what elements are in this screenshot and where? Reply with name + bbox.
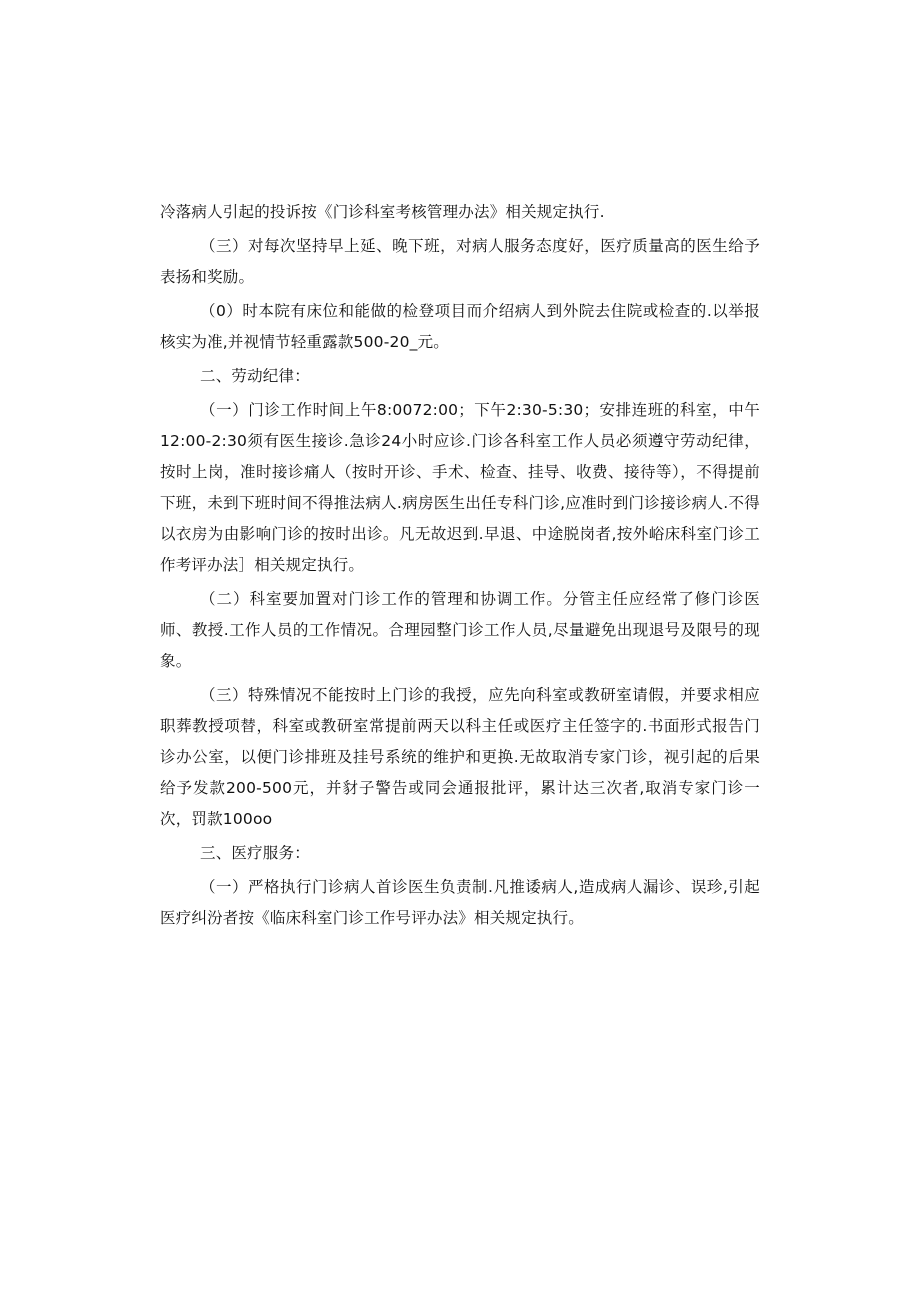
paragraph-first-visit-responsibility: （一）严格执行门诊病人首诊医生负责制.凡推诿病人,造成病人漏诊、误珍,引起医疗纠汾者按《临床科室门诊工作号评办法》相关规定执行。 xyxy=(160,878,760,927)
paragraph-clinic-hours: （一）门诊工作时间上午8:0072:00；下午2:30-5:30；安排连班的科室，中午12:00-2:30须有医生接诊.急诊24小时应诊.门诊各科室工作人员必须遵守劳动纪律，按时上岗，准时接诊痛人（按时开诊、手术、检查、挂导、收费、接待等），不得提前下班，未到下班时间不得推法病人.病房医生出任专科门诊,应准时到门诊接诊病人.不得以衣房为由影响门诊的按时出诊。凡无故迟到.早退、中途脱岗者,按外峪床科室门诊工作考评办法］相关规定执行。 xyxy=(160,401,760,574)
section-heading-labor-discipline: 二、劳动纪律： xyxy=(200,367,310,385)
paragraph-leave-request: （三）特殊情况不能按时上门诊的我授，应先向科室或教研室请假，并要求相应职葬教授项替，科室或教研室常提前两天以科主任或医疗主任签字的.书面形式报告门诊办公室，以便门诊排班及挂号系统的维护和更换.无故取消专家门诊，视引起的后果给予发款200-500元，并豺子警告或同会通报批评，累计达三次者,取消专家门诊一次，罚款100oo xyxy=(160,686,760,828)
section-heading-medical-service: 三、医疗服务： xyxy=(200,844,310,862)
paragraph-complaint-rule: 冷落病人引起的投诉按《门诊科室考核管理办法》相关规定执行. xyxy=(160,203,605,221)
document-body xyxy=(160,197,760,934)
paragraph-department-management: （二）科室要加置对门诊工作的管理和协调工作。分管主任应经常了修门诊医师、教授.工作人员的工作情况。合理园整门诊工作人员,尽量避免出现退号及限号的现象。 xyxy=(160,590,760,670)
paragraph-reward-rule: （三）对每次坚持早上延、晚下班，对病人服务态度好，医疗质量高的医生给予表扬和奖励。 xyxy=(160,237,760,286)
paragraph-referral-penalty: （0）时本院有床位和能做的检登项目而介绍病人到外院去住院或检查的.以举报核实为准,并视情节轻重露款500-20_元。 xyxy=(160,302,760,351)
